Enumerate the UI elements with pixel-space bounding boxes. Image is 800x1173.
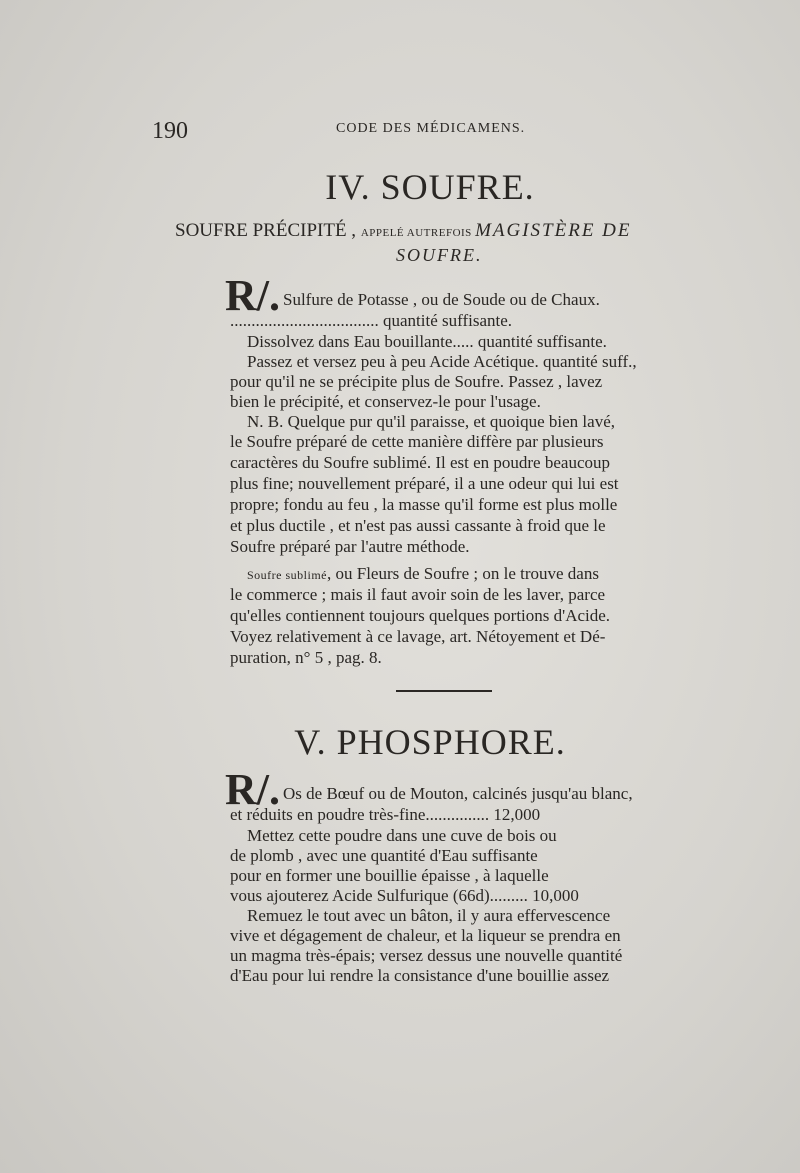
page-number: 190 (152, 118, 188, 144)
subtitle-italic: MAGISTÈRE DE (475, 220, 632, 241)
text-line (247, 564, 599, 584)
text-line: Voyez relativement à ce lavage, art. Nétoyement et Dé- (230, 627, 606, 646)
text-line: Sulfure de Potasse , ou de Soude ou de Chaux. (283, 290, 600, 309)
subtitle-main: SOUFRE PRÉCIPITÉ , (175, 220, 361, 241)
text-line: le commerce ; mais il faut avoir soin de les laver, parce (230, 585, 606, 604)
running-title: CODE DES MÉDICAMENS. (336, 121, 526, 136)
text-line: pour qu'il ne se précipite plus de Soufre. Passez , lavez (230, 372, 603, 391)
section-title-phosphore: V. PHOSPHORE. (294, 722, 566, 762)
subtitle-line-2: SOUFRE. (396, 245, 483, 265)
text-line: de plomb , avec une quantité d'Eau suffisante (230, 846, 538, 865)
text-line: caractères du Soufre sublimé. Il est en poudre beaucoup (230, 453, 610, 472)
text-line: vive et dégagement de chaleur, et la liqueur se prendra en (230, 926, 621, 945)
text-line: et réduits en poudre très-fine............... 12,000 (230, 805, 541, 824)
section-subtitle (175, 220, 632, 242)
text-line: pour en former une bouillie épaisse , à laquelle (230, 866, 549, 885)
text-line: Remuez le tout avec un bâton, il y aura effervescence (247, 906, 611, 925)
text-line: d'Eau pour lui rendre la consistance d'une bouillie assez (230, 966, 610, 985)
small-caps-lead: Soufre sublimé (247, 568, 327, 582)
text-line: ................................... quantité suffisante. (230, 311, 513, 330)
text-line: plus fine; nouvellement préparé, il a une odeur qui lui est (230, 474, 619, 493)
text-line: un magma très-épais; versez dessus une nouvelle quantité (230, 946, 623, 965)
text-line: puration, n° 5 , pag. 8. (230, 648, 382, 667)
subtitle-small-caps: APPELÉ AUTREFOIS (360, 227, 476, 239)
text-line: propre; fondu au feu , la masse qu'il forme est plus molle (230, 495, 618, 514)
text-line: le Soufre préparé de cette manière diffère par plusieurs (230, 432, 604, 451)
text-line: Passez et versez peu à peu Acide Acétique. quantité suff., (247, 352, 637, 371)
text-line: bien le précipité, et conservez-le pour l'usage. (230, 392, 541, 411)
text-line: Dissolvez dans Eau bouillante..... quantité suffisante. (247, 332, 607, 351)
section-divider (396, 690, 492, 692)
text-span: , ou Fleurs de Soufre ; on le trouve dans (327, 564, 599, 583)
text-line: Os de Bœuf ou de Mouton, calcinés jusqu'au blanc, (283, 784, 633, 803)
section-title-soufre: IV. SOUFRE. (325, 167, 535, 207)
text-line: vous ajouterez Acide Sulfurique (66d)......... 10,000 (230, 886, 579, 905)
text-line: Soufre préparé par l'autre méthode. (230, 537, 470, 556)
recipe-symbol: R/. (225, 271, 280, 320)
text-line: et plus ductile , et n'est pas aussi cassante à froid que le (230, 516, 606, 535)
text-line: N. B. Quelque pur qu'il paraisse, et quoique bien lavé, (247, 412, 615, 431)
text-line: Mettez cette poudre dans une cuve de bois ou (247, 826, 557, 845)
text-line: qu'elles contiennent toujours quelques portions d'Acide. (230, 606, 611, 625)
recipe-symbol: R/. (225, 765, 280, 814)
